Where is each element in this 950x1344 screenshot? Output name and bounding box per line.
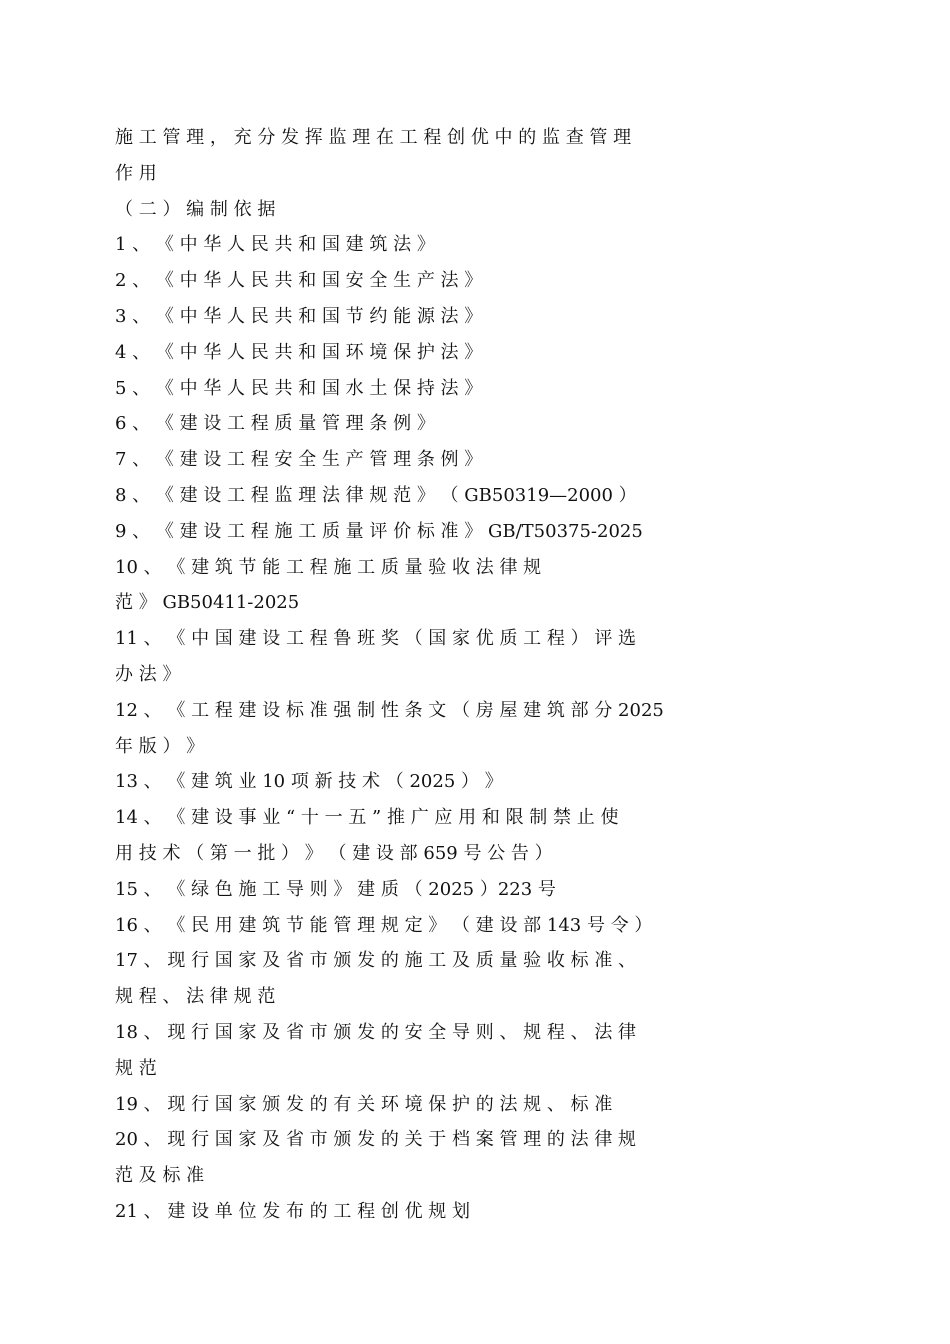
list-item-11: 11 、 《 中 国 建 设 工 程 鲁 班 奖 （ 国 家 优 质 工 程 ） 评 选: [115, 628, 637, 650]
list-item-16: 16 、 《 民 用 建 筑 节 能 管 理 规 定 》 （ 建 设 部 143 号 令 ）: [115, 914, 653, 936]
text-line-1: 施 工 管 理 ， 充 分 发 挥 监 理 在 工 程 创 优 中 的 监 查 管 理: [115, 127, 632, 148]
list-item-19: 19 、 现 行 国 家 颁 发 的 有 关 环 境 保 护 的 法 规 、 标 准: [115, 1093, 613, 1115]
list-item-13: 13 、 《 建 筑 业 10 项 新 技 术 （ 2025 ） 》: [115, 771, 503, 793]
list-item-6: 6 、 《 建 设 工 程 质 量 管 理 条 例 》: [115, 413, 435, 435]
list-item-10: 10 、 《 建 筑 节 能 工 程 施 工 质 量 验 收 法 律 规: [115, 556, 542, 578]
list-item-3: 3 、 《 中 华 人 民 共 和 国 节 约 能 源 法 》: [115, 305, 483, 327]
list-item-12: 12 、 《 工 程 建 设 标 准 强 制 性 条 文 （ 房 屋 建 筑 部 分 2025: [115, 699, 664, 721]
list-item-14: 14 、 《 建 设 事 业 “ 十 一 五 ” 推 广 应 用 和 限 制 禁 止 使: [115, 807, 619, 829]
list-item-4: 4 、 《 中 华 人 民 共 和 国 环 境 保 护 法 》: [115, 341, 483, 363]
text-line-2: 作 用: [115, 162, 157, 184]
list-item-18-cont: 规 范: [115, 1057, 157, 1079]
list-item-15: 15 、 《 绿 色 施 工 导 则 》 建 质 （ 2025 ）223 号: [115, 878, 556, 900]
section-heading: （ 二 ） 编 制 依 据: [115, 198, 276, 220]
list-item-20: 20 、 现 行 国 家 及 省 市 颁 发 的 关 于 档 案 管 理 的 法 律 规: [115, 1129, 637, 1151]
list-item-7: 7 、 《 建 设 工 程 安 全 生 产 管 理 条 例 》: [115, 449, 483, 471]
list-item-21: 21 、 建 设 单 位 发 布 的 工 程 创 优 规 划: [115, 1200, 471, 1222]
list-item-14-cont: 用 技 术 （ 第 一 批 ） 》 （ 建 设 部 659 号 公 告 ）: [115, 842, 553, 864]
list-item-17-cont: 规 程 、 法 律 规 范: [115, 986, 276, 1008]
list-item-5: 5 、 《 中 华 人 民 共 和 国 水 土 保 持 法 》: [115, 377, 483, 399]
list-item-20-cont: 范 及 标 准: [115, 1165, 205, 1187]
list-item-2: 2 、 《 中 华 人 民 共 和 国 安 全 生 产 法 》: [115, 270, 483, 292]
list-item-12-cont: 年 版 ） 》: [115, 735, 205, 757]
list-item-8: 8 、 《 建 设 工 程 监 理 法 律 规 范 》 （ GB50319—2000 ）: [115, 484, 637, 506]
list-item-9: 9 、 《 建 设 工 程 施 工 质 量 评 价 标 准 》 GB/T50375-2025: [115, 520, 643, 542]
list-item-18: 18 、 现 行 国 家 及 省 市 颁 发 的 安 全 导 则 、 规 程 、 法 律: [115, 1021, 637, 1043]
document-page: [115, 120, 850, 1230]
list-item-17: 17 、 现 行 国 家 及 省 市 颁 发 的 施 工 及 质 量 验 收 标 准 、: [115, 950, 637, 972]
list-item-10-cont: 范 》 GB50411-2025: [115, 592, 300, 614]
list-item-1: 1 、 《 中 华 人 民 共 和 国 建 筑 法 》: [115, 234, 435, 256]
list-item-11-cont: 办 法 》: [115, 663, 181, 685]
